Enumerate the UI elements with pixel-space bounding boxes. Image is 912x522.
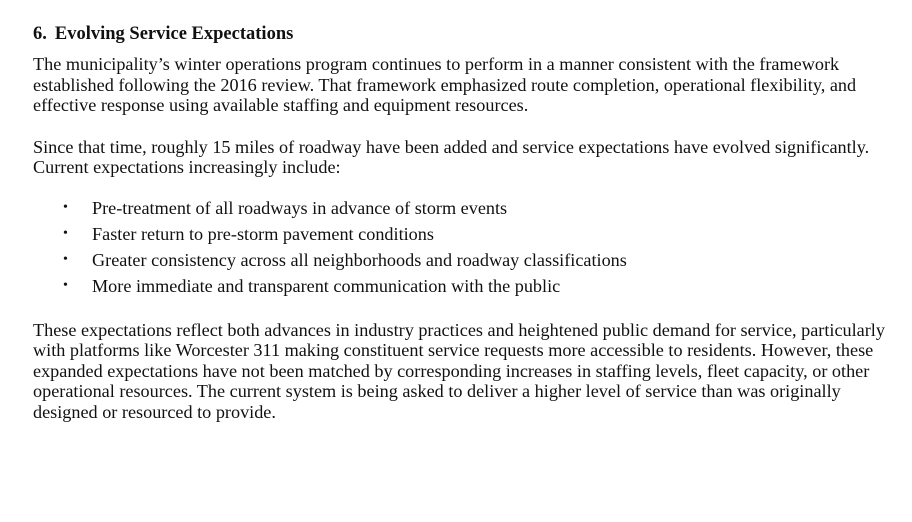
expectations-list [33,195,893,299]
list-item [33,195,893,221]
list-item-text: Pre-treatment of all roadways in advance of storm events [92,197,508,218]
bullet-icon: • [63,199,68,215]
bullet-icon: • [63,251,68,267]
list-item [33,273,893,299]
section-heading [33,22,893,46]
bullet-icon: • [63,225,68,241]
list-item-text: Greater consistency across all neighborhoods and roadway classifications [92,249,627,270]
section-number: 6. [33,24,47,44]
list-item-text: Faster return to pre-storm pavement conditions [92,223,434,244]
paragraph-resource-gap: These expectations reflect both advances in industry practices and heightened public demand for service, particularly with platforms like Worcester 311 making constituent service requests more accessible to residents. However, these expanded expectations have not been matched by corresponding increases in staffing levels, fleet capacity, or other operational resources. The current system is being asked to deliver a higher level of service than was originally designed or resourced to provide. [33,319,885,422]
paragraph-framework: The municipality’s winter operations program continues to perform in a manner consistent with the framework established following the 2016 review. That framework emphasized route completion, operational flexibility, and effective response using available staffing and equipment resources. [33,54,857,115]
document-page [33,22,893,422]
paragraph-expectations-intro: Since that time, roughly 15 miles of roadway have been added and service expectations have evolved significantly. Current expectations increasingly include: [33,136,870,177]
list-item [33,247,893,273]
list-item-text: More immediate and transparent communication with the public [92,275,561,296]
section-title: Evolving Service Expectations [54,24,294,44]
bullet-icon: • [63,277,68,293]
list-item [33,221,893,247]
